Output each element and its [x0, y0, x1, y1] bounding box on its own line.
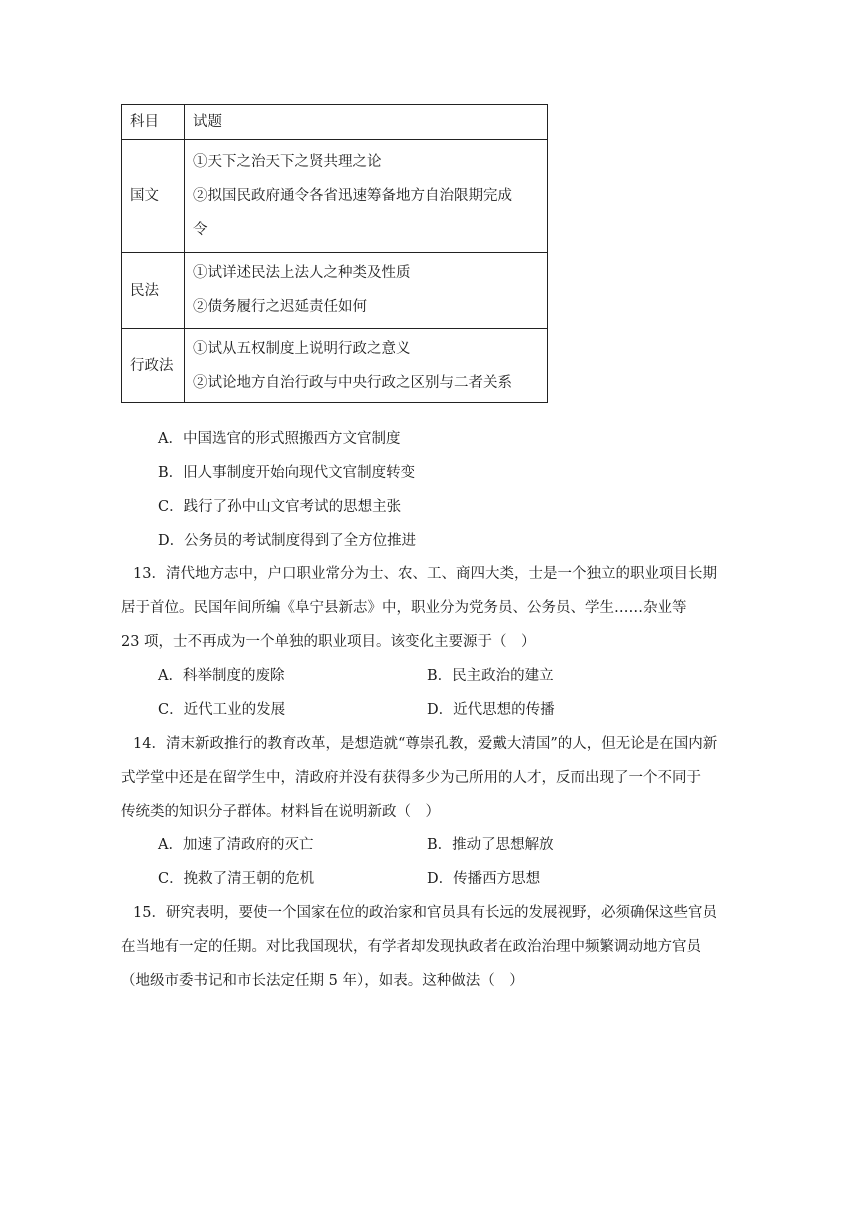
q14-option-a: A．加速了清政府的灭亡	[158, 837, 314, 853]
q13-option-b: B．民主政治的建立	[427, 668, 554, 684]
q13-option-a: A．科举制度的废除	[158, 668, 285, 684]
q14-option-c: C．挽救了清王朝的危机	[158, 871, 315, 887]
q13-stem-line: 居于首位。民国年间所编《阜宁县新志》中，职业分为党务员、公务员、学生……杂业等	[121, 600, 687, 616]
q13-option-d: D．近代思想的传播	[427, 702, 555, 718]
question-item: ②试论地方自治行政与中央行政之区别与二者关系	[193, 375, 512, 391]
q12-option-d: D．公务员的考试制度得到了全方位推进	[158, 533, 417, 549]
table-header-row	[122, 105, 548, 140]
question-item: ①试详述民法上法人之种类及性质	[193, 265, 411, 281]
question-item: 令	[193, 222, 208, 238]
q14-option-b: B．推动了思想解放	[427, 837, 554, 853]
question-item: ①试从五权制度上说明行政之意义	[193, 341, 411, 357]
table-row	[122, 140, 548, 253]
subject-cell: 民法	[122, 253, 185, 329]
question-item: ②拟国民政府通令各省迅速筹备地方自治限期完成	[193, 188, 512, 204]
q13-stem-line: 13．清代地方志中，户口职业常分为士、农、工、商四大类，士是一个独立的职业项目长期	[133, 566, 717, 582]
table-row	[122, 329, 548, 403]
subject-cell: 国文	[122, 140, 185, 253]
q12-option-c: C．践行了孙中山文官考试的思想主张	[158, 499, 402, 515]
q14-stem-line: 式学堂中还是在留学生中，清政府并没有获得多少为己所用的人才，反而出现了一个不同于	[121, 770, 701, 786]
q12-option-a: A．中国选官的形式照搬西方文官制度	[158, 431, 401, 447]
header-subject: 科目	[122, 105, 185, 140]
subject-cell: 行政法	[122, 329, 185, 403]
question-cell	[185, 140, 548, 253]
q15-stem-line: （地级市委书记和市长法定任期 5 年），如表。这种做法（ ）	[121, 973, 524, 989]
q15-stem-line: 在当地有一定的任期。对比我国现状，有学者却发现执政者在政治治理中频繁调动地方官员	[121, 939, 701, 955]
q14-option-d: D．传播西方思想	[427, 871, 541, 887]
q14-stem-line: 传统类的知识分子群体。材料旨在说明新政（ ）	[121, 804, 440, 820]
q13-stem-line: 23 项，士不再成为一个单独的职业项目。该变化主要源于（ ）	[121, 634, 536, 650]
q12-option-b: B．旧人事制度开始向现代文官制度转变	[158, 465, 416, 481]
question-cell	[185, 329, 548, 403]
question-item: ①天下之治天下之贤共理之论	[193, 154, 382, 170]
exam-subject-table	[121, 104, 548, 403]
table-row	[122, 253, 548, 329]
q15-stem-line: 15．研究表明，要使一个国家在位的政治家和官员具有长远的发展视野，必须确保这些官员	[133, 905, 717, 921]
question-item: ②债务履行之迟延责任如何	[193, 299, 367, 315]
q14-stem-line: 14．清末新政推行的教育改革，是想造就“尊崇孔教，爱戴大清国”的人，但无论是在国内新	[133, 736, 718, 752]
question-cell	[185, 253, 548, 329]
q13-option-c: C．近代工业的发展	[158, 702, 286, 718]
header-question: 试题	[185, 105, 548, 140]
